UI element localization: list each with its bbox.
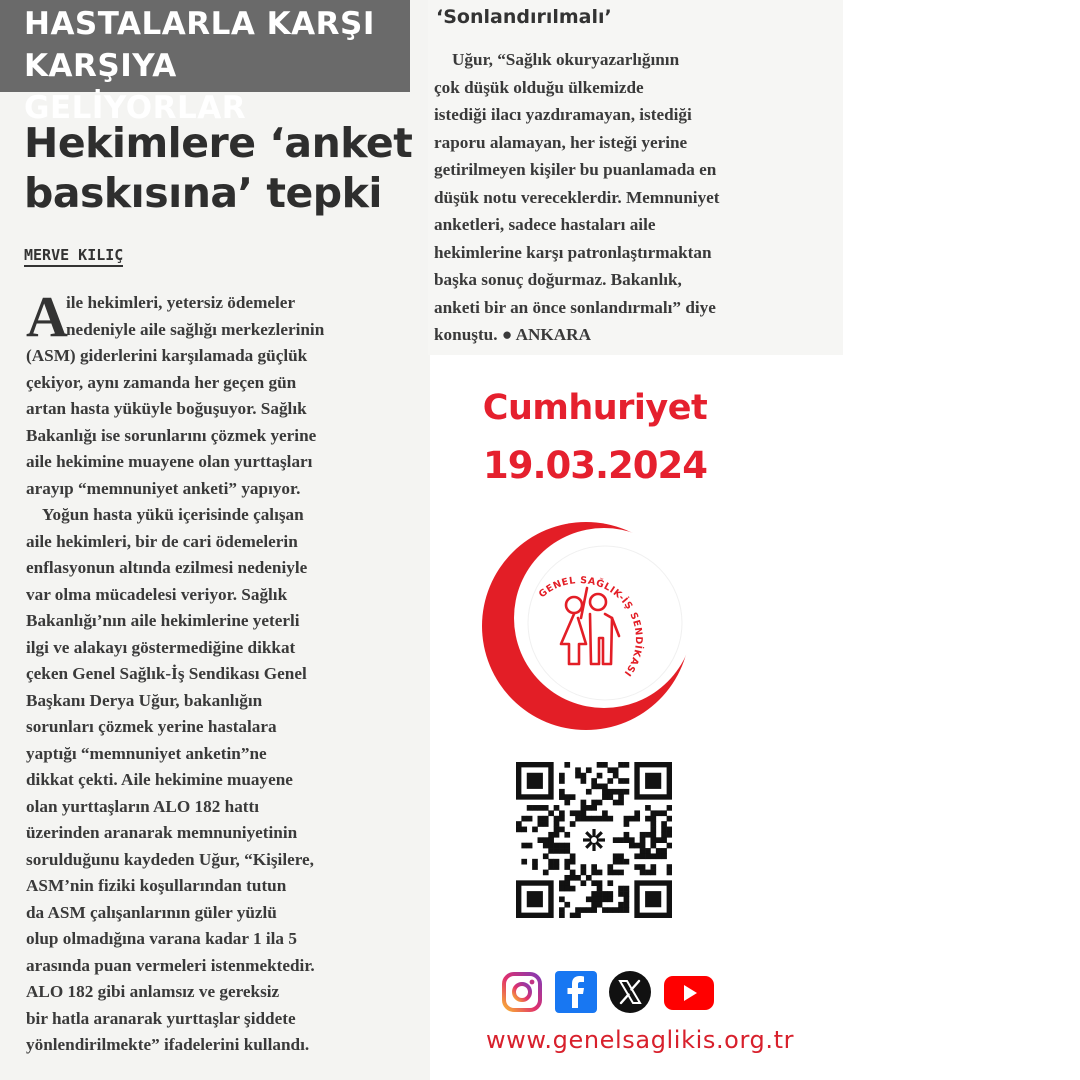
body-line: raporu alamayan, her isteği yerine <box>434 132 688 152</box>
body-line: Bakanlığı’nın aile hekimlerine yeterli <box>26 611 300 630</box>
publication-date: 19.03.2024 <box>482 444 708 487</box>
union-logo <box>478 518 694 734</box>
body-line: nedeniyle aile sağlığı merkezlerinin <box>66 319 325 339</box>
body-line: ALO 182 gibi anlamsız ve gereksiz <box>26 982 280 1001</box>
website-link[interactable]: www.genelsaglikis.org.tr <box>485 1026 795 1054</box>
body-line: arasında puan vermeleri istenmektedir. <box>26 955 315 975</box>
newspaper-name: Cumhuriyet <box>482 388 708 428</box>
body-line: hekimlerine karşı patronlaştırmaktan <box>434 242 712 262</box>
body-line: enflasyonun altında ezilmesi nedeniyle <box>26 558 308 577</box>
body-line: ile hekimleri, yetersiz ödemeler <box>66 293 296 312</box>
article-body-left <box>26 284 426 1059</box>
youtube-icon[interactable] <box>662 970 716 1014</box>
article-byline: MERVE KILIÇ <box>24 246 123 267</box>
body-line: Uğur, “Sağlık okuryazarlığının <box>452 50 680 69</box>
article-headline: Hekimlere ‘anket baskısına’ tepki <box>24 119 413 217</box>
body-line: dikkat çekti. Aile hekimine muayene <box>26 770 293 789</box>
body-line: artan hasta yüküyle boğuşuyor. Sağlık <box>26 399 307 418</box>
body-line: aile hekimleri, bir de cari ödemelerin <box>26 531 298 551</box>
facebook-icon[interactable] <box>554 970 598 1014</box>
x-icon[interactable] <box>608 970 652 1014</box>
body-line: anketi bir an önce sonlandırmalı” diye <box>434 297 716 317</box>
article-subhead: ‘Sonlandırılmalı’ <box>436 6 612 28</box>
body-line: Yoğun hasta yükü içerisinde çalışan <box>42 505 304 524</box>
body-line: sorunları çözmek yerine hastalara <box>26 717 277 736</box>
body-line: aile hekimine muayene olan yurttaşları <box>26 452 313 471</box>
body-line: yönlendirilmekte” ifadelerini kullandı. <box>26 1035 310 1054</box>
body-line: olup olmadığına varana kadar 1 ila 5 <box>26 929 297 948</box>
body-line: çekiyor, aynı zamanda her geçen gün <box>26 372 297 392</box>
body-line: arayıp “memnuniyet anketi” yapıyor. <box>26 478 301 498</box>
body-line: bir hatla aranarak yurttaşlar şiddete <box>26 1008 296 1028</box>
body-line: getirilmeyen kişiler bu puanlamada en <box>434 160 717 179</box>
body-line: anketleri, sadece hastaları aile <box>434 215 656 234</box>
body-line: Başkanı Derya Uğur, bakanlığın <box>26 690 263 710</box>
qr-code[interactable] <box>516 762 672 918</box>
body-line: ilgi ve alakayı göstermediğine dikkat <box>26 637 296 657</box>
body-line: düşük notu vereceklerdir. Memnuniyet <box>434 187 720 207</box>
body-line: konuştu. ● ANKARA <box>434 325 591 344</box>
body-line: da ASM çalışanlarının güler yüzlü <box>26 902 277 922</box>
article-body-right <box>434 46 834 349</box>
drop-cap: A <box>26 284 68 349</box>
body-line: ASM’nin fiziki koşullarından tutun <box>26 876 287 895</box>
body-line: yaptığı “memnuniyet anketin”ne <box>26 743 267 763</box>
body-line: olan yurttaşların ALO 182 hattı <box>26 796 260 816</box>
body-line: sorulduğunu kaydeden Uğur, “Kişilere, <box>26 849 314 869</box>
body-line: istediği ilacı yazdıramayan, istediği <box>434 105 692 124</box>
body-line: (ASM) giderlerini karşılamada güçlük <box>26 346 308 365</box>
body-line: Bakanlığı ise sorunlarını çözmek yerine <box>26 425 317 445</box>
instagram-icon[interactable] <box>500 970 544 1014</box>
article-kicker: HASTALARLA KARŞI KARŞIYA GELİYORLAR <box>0 0 410 92</box>
body-line: var olma mücadelesi veriyor. Sağlık <box>26 584 288 604</box>
body-line: başka sonuç doğurmaz. Bakanlık, <box>434 270 682 289</box>
logo-ring-text: GENEL SAĞLIK-İŞ SENDİKASI <box>536 574 644 679</box>
body-line: üzerinden aranarak memnuniyetinin <box>26 823 298 842</box>
body-line: çeken Genel Sağlık-İş Sendikası Genel <box>26 664 307 683</box>
social-icons <box>500 970 716 1014</box>
body-line: çok düşük olduğu ülkemizde <box>434 77 644 97</box>
left-article-clipping <box>0 0 430 1080</box>
